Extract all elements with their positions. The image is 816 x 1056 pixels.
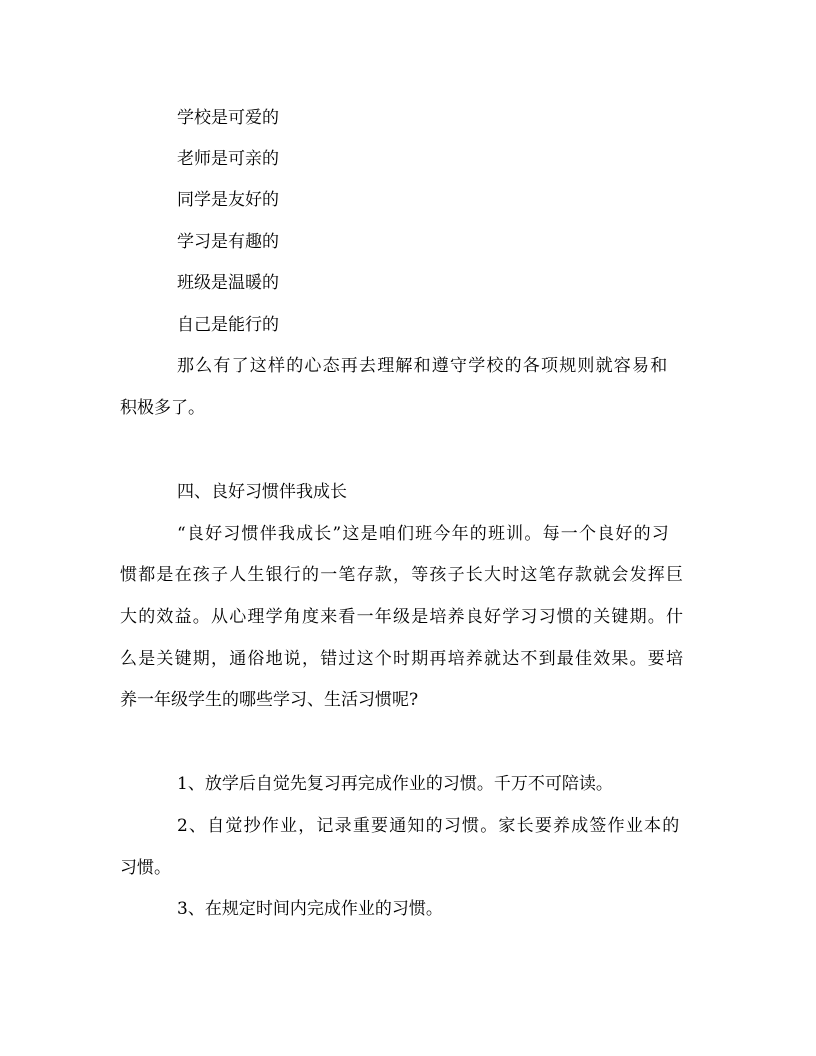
paragraph-habits-line-5: 养一年级学生的哪些学习、生活习惯呢? [120,690,419,710]
statement-self: 自己是能行的 [177,315,279,335]
list-item-2-line-1: 2、自觉抄作业，记录重要通知的习惯。家长要养成签作业本的 [177,816,681,836]
paragraph-mindset-line-2: 积极多了。 [120,398,205,418]
paragraph-habits-line-4: 么是关键期，通俗地说，错过这个时期再培养就达不到最佳效果。要培 [120,649,685,669]
paragraph-habits-line-3: 大的效益。从心理学角度来看一年级是培养良好学习习惯的关键期。什 [120,607,685,627]
statement-school: 学校是可爱的 [177,108,279,128]
paragraph-mindset-line-1: 那么有了这样的心态再去理解和遵守学校的各项规则就容易和 [177,356,669,376]
statement-class: 班级是温暖的 [177,273,279,293]
statement-classmates: 同学是友好的 [177,190,279,210]
list-item-1: 1、放学后自觉先复习再完成作业的习惯。千万不可陪读。 [177,774,613,794]
statement-study: 学习是有趣的 [177,232,279,252]
paragraph-habits-line-2: 惯都是在孩子人生银行的一笔存款，等孩子长大时这笔存款就会发挥巨 [120,565,685,585]
paragraph-habits-line-1: “良好习惯伴我成长”这是咱们班今年的班训。每一个良好的习 [177,524,670,544]
list-item-2-line-2: 习惯。 [120,858,171,878]
section-heading-four: 四、良好习惯伴我成长 [177,482,347,502]
statement-teacher: 老师是可亲的 [177,149,279,169]
list-item-3: 3、在规定时间内完成作业的习惯。 [177,899,443,919]
